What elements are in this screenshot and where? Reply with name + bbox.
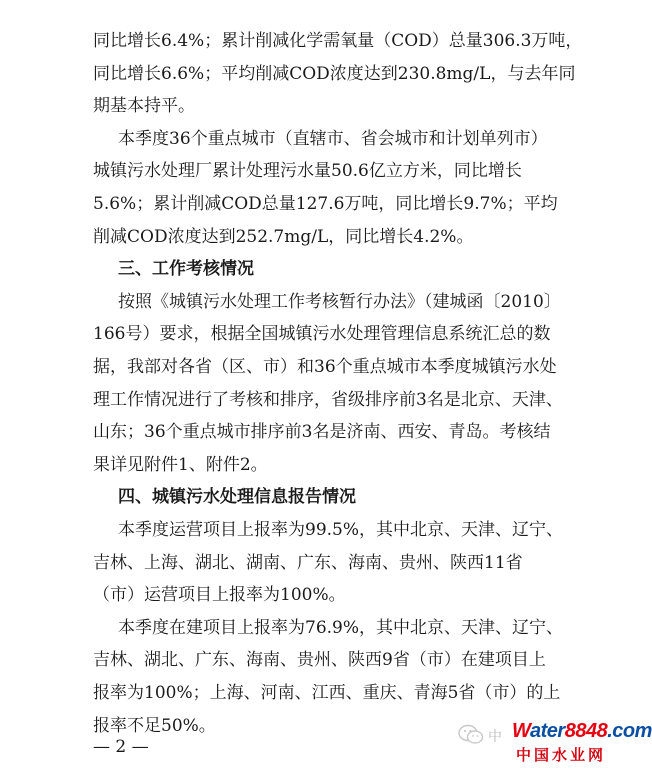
section-heading: 四、城镇污水处理信息报告情况 (118, 487, 356, 507)
text-line: 削减COD浓度达到252.7mg/L，同比增长4.2%。 (93, 227, 474, 247)
text-line: 本季度在建项目上报率为76.9%，其中北京、天津、辽宁、 (118, 618, 564, 638)
text-line: 5.6%；累计削减COD总量127.6万吨，同比增长9.7%；平均 (93, 194, 558, 214)
text-line: 理工作情况进行了考核和排序，省级排序前3名是北京、天津、 (93, 390, 563, 410)
text-line: 166号）要求，根据全国城镇污水处理管理信息系统汇总的数 (93, 324, 551, 344)
text-line: 期基本持平。 (93, 96, 195, 116)
text-line: 城镇污水处理厂累计处理污水量50.6亿立方米，同比增长 (93, 161, 522, 181)
watermark-logo: Water8848.com (512, 720, 652, 742)
text-line: 报率为100%；上海、河南、江西、重庆、青海5省（市）的上 (93, 683, 561, 703)
text-line: 吉林、上海、湖北、湖南、广东、海南、贵州、陕西11省 (93, 553, 523, 573)
page-number: — 2 — (93, 737, 149, 757)
text-line: 吉林、湖北、广东、海南、贵州、陕西9省（市）在建项目上 (93, 650, 546, 670)
text-line: 果详见附件1、附件2。 (93, 455, 268, 475)
text-line: 同比增长6.4%；累计削减化学需氧量（COD）总量306.3万吨， (93, 31, 583, 51)
text-line: 山东；36个重点城市排序前3名是济南、西安、青岛。考核结 (93, 422, 551, 442)
section-heading: 三、工作考核情况 (118, 259, 254, 279)
text-line: 同比增长6.6%；平均削减COD浓度达到230.8mg/L，与去年同 (93, 64, 576, 84)
text-line: 按照《城镇污水处理工作考核暂行办法》（建城函〔2010〕 (118, 292, 561, 312)
watermark-site-name: 中国水业网 (516, 746, 607, 764)
watermark-faded-text: 中 (488, 729, 502, 745)
text-line: 报率不足50%。 (93, 716, 216, 736)
text-line: 据，我部对各省（区、市）和36个重点城市本季度城镇污水处 (93, 357, 557, 377)
wechat-icon (458, 724, 484, 746)
text-line: 本季度运营项目上报率为99.5%，其中北京、天津、辽宁、 (118, 520, 564, 540)
watermark (458, 720, 652, 768)
text-line: 本季度36个重点城市（直辖市、省会城市和计划单列市） (118, 129, 548, 149)
text-line: （市）运营项目上报率为100%。 (93, 585, 346, 605)
